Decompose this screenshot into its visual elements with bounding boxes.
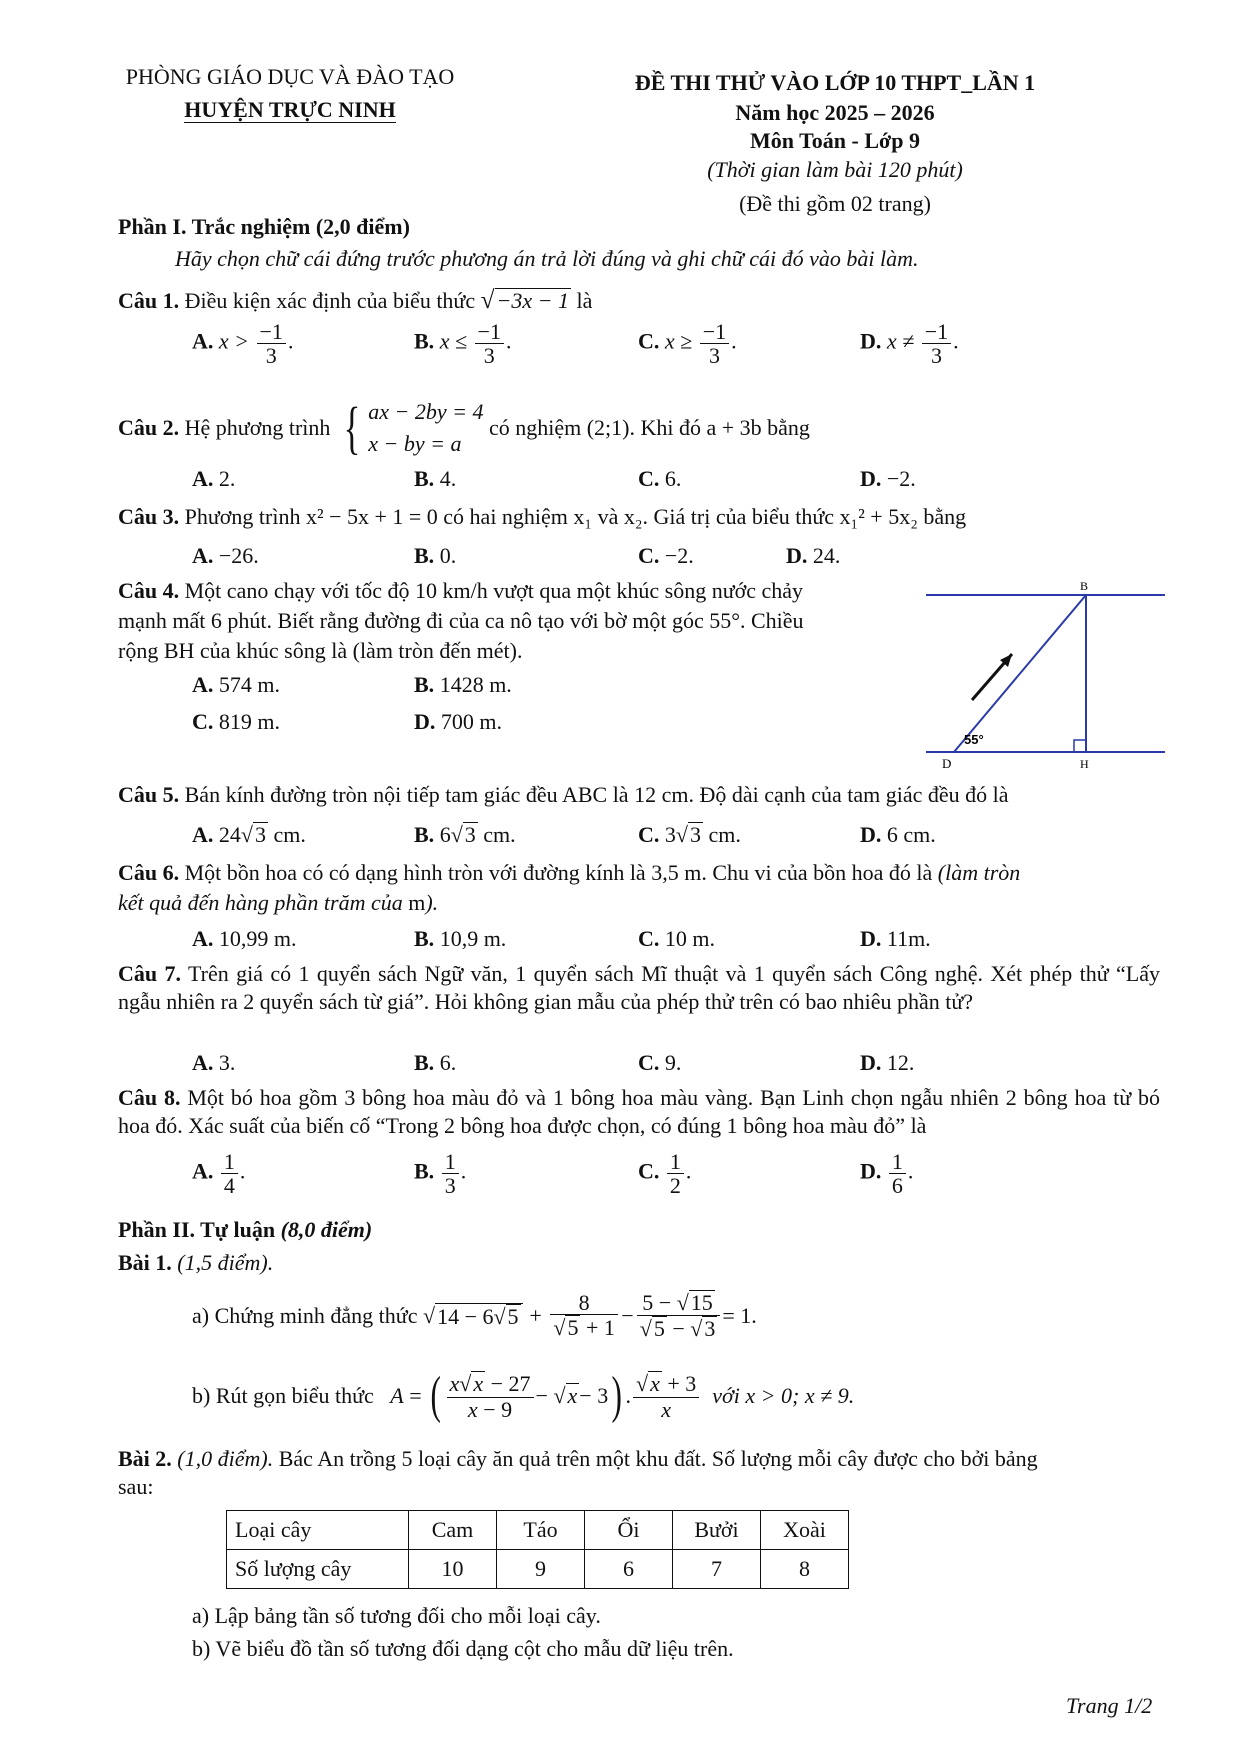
frac-den: 3: [265, 343, 277, 369]
q2-stem: [118, 396, 810, 460]
bai1-a-formula: √ 14 − 6√5 + $\frac{8}{√5 + 1}$ − $\frac{5 - √15}{√5 - √3}$ = 1.: [422, 1290, 757, 1342]
option-letter: C.: [638, 466, 660, 491]
option-text: 2.: [218, 466, 236, 491]
frac-den: 2: [669, 1173, 681, 1199]
bai2-stem: [118, 1446, 1038, 1472]
coef: 6: [439, 822, 451, 847]
bai1-points: (1,5 điểm).: [177, 1250, 274, 1275]
q6-line1: [118, 860, 1020, 886]
option-text: 9.: [664, 1050, 682, 1075]
bai1-b-formula: A = ( $\frac{x√x - 27}{x - 9}$ − √ x − 3 ) . $\frac{√x + 3}{x}$: [390, 1370, 701, 1422]
q3-option-d: [786, 543, 840, 569]
option-letter: A.: [192, 1158, 214, 1184]
option-text: 819 m.: [218, 709, 281, 734]
column-header: Táo: [497, 1511, 585, 1550]
option-text: 24.: [812, 543, 841, 568]
subject: Môn Toán - Lớp 9: [750, 128, 920, 153]
part2-title: [118, 1217, 372, 1243]
q6-note-unit: m: [408, 890, 426, 915]
q3-label: Câu 3.: [118, 504, 180, 529]
option-text: 6.: [664, 466, 682, 491]
frac-num: 1: [667, 1150, 684, 1174]
radicand: 3: [464, 822, 476, 847]
q4-option-b: [414, 672, 512, 698]
q1-option-letter: D.: [860, 328, 882, 354]
q5-stem: [118, 782, 1009, 808]
option-text: 6.: [439, 1050, 457, 1075]
q3-option-b: [414, 543, 456, 569]
label-h: H: [1080, 757, 1089, 771]
q2-option-a: [192, 466, 235, 492]
exam-title: ĐỀ THI THỬ VÀO LỚP 10 THPT_LẦN 1: [634, 70, 1036, 95]
q6-option-d: [860, 926, 931, 952]
q1-option-letter: C.: [638, 328, 660, 354]
part1-instruction: Hãy chọn chữ cái đứng trước phương án trả lời đúng và ghi chữ cái đó vào bài làm.: [175, 246, 919, 271]
q1-option-a: [192, 320, 293, 367]
option-letter: B.: [414, 822, 435, 847]
q2-text-after: có nghiệm (2;1). Khi đó a + 3b bằng: [488, 415, 810, 440]
q8-option-c: C. $\frac{1}{2}$ .: [638, 1149, 692, 1199]
table-cell: 8: [761, 1550, 849, 1589]
option-letter: A.: [192, 1050, 214, 1075]
school-year: Năm học 2025 – 2026: [735, 100, 935, 125]
column-header: Bưởi: [673, 1511, 761, 1550]
q2-text: Hệ phương trình: [184, 415, 331, 440]
option-letter: D.: [860, 1050, 882, 1075]
bai1-a: [192, 1290, 757, 1341]
option-letter: B.: [414, 1158, 435, 1184]
option-text: −26.: [218, 543, 259, 568]
option-letter: A.: [192, 466, 214, 491]
q4-text-line2: mạnh mất 6 phút. Biết rằng đường đi của ca nô tạo với bờ một góc 55°. Chiều: [118, 608, 804, 633]
q2-label: Câu 2.: [118, 415, 180, 440]
option-letter: C.: [638, 822, 660, 847]
table-row: [227, 1511, 849, 1550]
frac-num: −1: [922, 320, 951, 344]
option-letter: C.: [638, 1158, 660, 1184]
frac-num: 1: [442, 1150, 459, 1174]
q4-option-a: [192, 672, 280, 698]
q1-option-letter: A.: [192, 328, 214, 354]
option-letter: A.: [192, 926, 214, 951]
option-letter: D.: [786, 543, 808, 568]
q7-option-a: [192, 1050, 235, 1076]
table-row: [227, 1550, 849, 1589]
bai2-points: (1,0 điểm).: [177, 1446, 274, 1471]
path-db: [954, 595, 1086, 752]
option-letter: A.: [192, 672, 214, 697]
q6-note: (làm tròn: [937, 860, 1021, 885]
option-text: 3.: [218, 1050, 236, 1075]
unit: cm.: [267, 822, 306, 847]
bai2-a: a) Lập bảng tần số tương đối cho mỗi loại cây.: [192, 1603, 601, 1628]
bai1-label: Bài 1.: [118, 1250, 172, 1275]
option-letter: A.: [192, 543, 214, 568]
option-letter: A.: [192, 822, 214, 847]
q3-option-c: [638, 543, 694, 569]
row-header: Số lượng cây: [227, 1550, 409, 1589]
q4-option-d: [414, 709, 502, 735]
option-text: 11m.: [886, 926, 931, 951]
table-cell: 9: [497, 1550, 585, 1589]
q7-option-d: [860, 1050, 914, 1076]
q8-label: Câu 8.: [118, 1085, 181, 1110]
column-header: Xoài: [761, 1511, 849, 1550]
q4-line1: [118, 578, 803, 604]
q5-option-a: A. 24√3 cm.: [192, 822, 306, 847]
option-letter: D.: [860, 822, 882, 847]
option-text: −2.: [886, 466, 916, 491]
label-b: B: [1080, 579, 1089, 593]
bai2-label: Bài 2.: [118, 1446, 172, 1471]
bai1-b-text: b) Rút gọn biểu thức: [192, 1383, 374, 1408]
pages-note: (Đề thi gồm 02 trang): [739, 191, 931, 216]
bai2-text2: sau:: [118, 1474, 154, 1499]
q1-option-tail: .: [953, 328, 959, 354]
q1-option-tail: .: [731, 328, 737, 354]
q2-option-d: [860, 466, 916, 492]
coef: 3: [664, 822, 676, 847]
q3-option-a: [192, 543, 259, 569]
district-name: [120, 97, 460, 123]
q6-label: Câu 6.: [118, 860, 180, 885]
option-text: 4.: [439, 466, 457, 491]
option-letter: B.: [414, 1050, 435, 1075]
q2-system: [368, 396, 483, 460]
table-cell: 10: [409, 1550, 497, 1589]
part1-title: Phần I. Trắc nghiệm (2,0 điểm): [118, 214, 410, 239]
row-header: Loại cây: [227, 1511, 409, 1550]
right-angle-mark: [1074, 740, 1086, 752]
q1-text: Điều kiện xác định của biểu thức: [184, 288, 476, 313]
option-text: 10 m.: [664, 926, 716, 951]
q8-option-a: A. $\frac{1}{4}$ .: [192, 1149, 246, 1199]
q4-label: Câu 4.: [118, 578, 180, 603]
q3-stem: [118, 504, 966, 530]
q6-line2: [118, 890, 438, 916]
radicand: 3: [254, 822, 266, 847]
brace-icon: {: [343, 395, 361, 460]
option-letter: C.: [638, 543, 660, 568]
q7-text: Trên giá có 1 quyển sách Ngữ văn, 1 quyển sách Mĩ thuật và 1 quyển sách Công nghệ. Xét phép thử “Lấy ngẫu nhiên ra 2 quyển sách từ giá”. Hỏi không gian mẫu của phép thử trên có bao nhiêu phần tử?: [118, 961, 1161, 1014]
frac-den: 3: [483, 343, 495, 369]
option-letter: C.: [192, 709, 214, 734]
option-letter: D.: [414, 709, 436, 734]
frac-den: 3: [930, 343, 942, 369]
option-text: 0.: [439, 543, 457, 568]
q1-stem: Câu 1. Điều kiện xác định của biểu thức √−3x − 1 là: [118, 286, 593, 314]
option-text: 10,99 m.: [218, 926, 297, 951]
q5-option-c: C. 3√3 cm.: [638, 822, 741, 847]
dept-line1: PHÒNG GIÁO DỤC VÀ ĐÀO TẠO: [125, 64, 455, 89]
q6-option-c: [638, 926, 715, 952]
bai1-a-text: a) Chứng minh đẳng thức: [192, 1302, 418, 1328]
q3-text: Phương trình x² − 5x + 1 = 0 có hai nghiệm x₁ và x₂. Giá trị của biểu thức x₁² + 5x₂ bằng: [184, 504, 967, 529]
q8-option-d: D. $\frac{1}{6}$ .: [860, 1149, 914, 1199]
page-number: Trang 1/2: [1066, 1693, 1153, 1718]
q1-option-tail: .: [505, 328, 512, 354]
q6-note-end: ).: [425, 890, 439, 915]
q2-option-b: [414, 466, 456, 492]
q7-option-b: [414, 1050, 456, 1076]
q8-text: Một bó hoa gồm 3 bông hoa màu đỏ và 1 bông hoa màu vàng. Bạn Linh chọn ngẫu nhiên 2 bông hoa từ bó hoa đó. Xác suất của biến cố “Trong 2 bông hoa được chọn, có đúng 1 bông hoa màu đỏ” là: [118, 1085, 1160, 1138]
bai1-heading: [118, 1250, 273, 1276]
option-letter: B.: [414, 466, 435, 491]
option-letter: D.: [860, 466, 882, 491]
q7-option-c: [638, 1050, 681, 1076]
q5-text: Bán kính đường tròn nội tiếp tam giác đều ABC là 12 cm. Độ dài cạnh của tam giác đều đó là: [184, 782, 1009, 807]
bai1-b: [192, 1367, 855, 1424]
q1-option-expr: x ≠: [886, 328, 915, 354]
q4-option-c: [192, 709, 280, 735]
option-letter: B.: [414, 543, 435, 568]
q1-label: Câu 1.: [118, 288, 180, 313]
river-figure: [920, 578, 1170, 778]
frac-num: −1: [700, 320, 729, 344]
dept-name: [120, 64, 460, 90]
bai2-text: Bác An trồng 5 loại cây ăn quả trên một khu đất. Số lượng mỗi cây được cho bởi bảng: [278, 1446, 1038, 1471]
q7-stem: [118, 960, 1160, 1016]
option-letter: B.: [414, 926, 435, 951]
q8-option-b: B. $\frac{1}{3}$ .: [414, 1149, 467, 1199]
q4-text-line3: rộng BH của khúc sông là (làm tròn đến mét).: [118, 638, 523, 663]
option-letter: C.: [638, 926, 660, 951]
fruit-tree-table: [226, 1510, 849, 1589]
q6-option-b: [414, 926, 506, 952]
duration: (Thời gian làm bài 120 phút): [707, 157, 963, 182]
q5-option-b: B. 6√3 cm.: [414, 822, 516, 847]
q1-option-c: [638, 320, 737, 367]
q1-option-expr: x ≤: [439, 328, 468, 354]
q6-text: Một bồn hoa có có dạng hình tròn với đường kính là 3,5 m. Chu vi của bồn hoa đó là: [184, 860, 933, 885]
option-text: 12.: [886, 1050, 915, 1075]
frac-num: 1: [221, 1150, 238, 1174]
q6-option-a: [192, 926, 297, 952]
option-text: 10,9 m.: [439, 926, 507, 951]
q4-text-line1: Một cano chạy với tốc độ 10 km/h vượt qua một khúc sông nước chảy: [184, 578, 804, 603]
frac-den: 6: [891, 1173, 903, 1199]
option-letter: D.: [860, 926, 882, 951]
frac-den: 3: [708, 343, 720, 369]
column-header: Ổi: [585, 1511, 673, 1550]
table-cell: 7: [673, 1550, 761, 1589]
coef: 24: [218, 822, 241, 847]
option-text: −2.: [664, 543, 694, 568]
frac-num: −1: [475, 320, 504, 344]
option-text: 1428 m.: [439, 672, 512, 697]
dept-line2: HUYỆN TRỰC NINH: [184, 97, 396, 122]
q1-text-after: là: [576, 288, 593, 313]
frac-den: 4: [223, 1173, 235, 1199]
q1-option-b: [414, 320, 511, 367]
q1-option-expr: x ≥: [664, 328, 693, 354]
frac-den: 3: [444, 1173, 456, 1199]
q1-option-expr: x >: [218, 328, 250, 354]
q1-option-tail: .: [287, 328, 294, 354]
q2-eq1: ax − 2by = 4: [368, 399, 484, 424]
part2-points: (8,0 điểm): [280, 1217, 373, 1242]
q7-label: Câu 7.: [118, 961, 181, 986]
q5-option-d: [860, 822, 936, 848]
option-text: 6 cm.: [886, 822, 936, 847]
unit: cm.: [702, 822, 741, 847]
q2-eq2: x − by = a: [368, 431, 462, 456]
radicand: 3: [689, 822, 701, 847]
part2-title-text: Phần II. Tự luận: [118, 1217, 276, 1242]
option-text: 574 m.: [218, 672, 281, 697]
bai2-b: b) Vẽ biểu đồ tần số tương đối dạng cột cho mẫu dữ liệu trên.: [192, 1636, 734, 1661]
q6-note-line2: kết quả đến hàng phần trăm của: [118, 890, 403, 915]
label-d: D: [942, 756, 952, 771]
option-letter: C.: [638, 1050, 660, 1075]
option-text: 700 m.: [440, 709, 503, 734]
bai1-b-condition: với x > 0; x ≠ 9.: [712, 1383, 855, 1408]
q5-label: Câu 5.: [118, 782, 180, 807]
column-header: Cam: [409, 1511, 497, 1550]
q2-option-c: [638, 466, 681, 492]
angle-label: 55°: [964, 732, 984, 747]
q1-option-letter: B.: [414, 328, 435, 354]
frac-num: −1: [257, 320, 286, 344]
q8-stem: [118, 1084, 1160, 1140]
q1-option-d: [860, 320, 959, 367]
frac-num: 1: [889, 1150, 906, 1174]
table-cell: 6: [585, 1550, 673, 1589]
q1-radicand: −3x − 1: [496, 288, 569, 313]
unit: cm.: [477, 822, 516, 847]
option-letter: B.: [414, 672, 435, 697]
option-letter: D.: [860, 1158, 882, 1184]
